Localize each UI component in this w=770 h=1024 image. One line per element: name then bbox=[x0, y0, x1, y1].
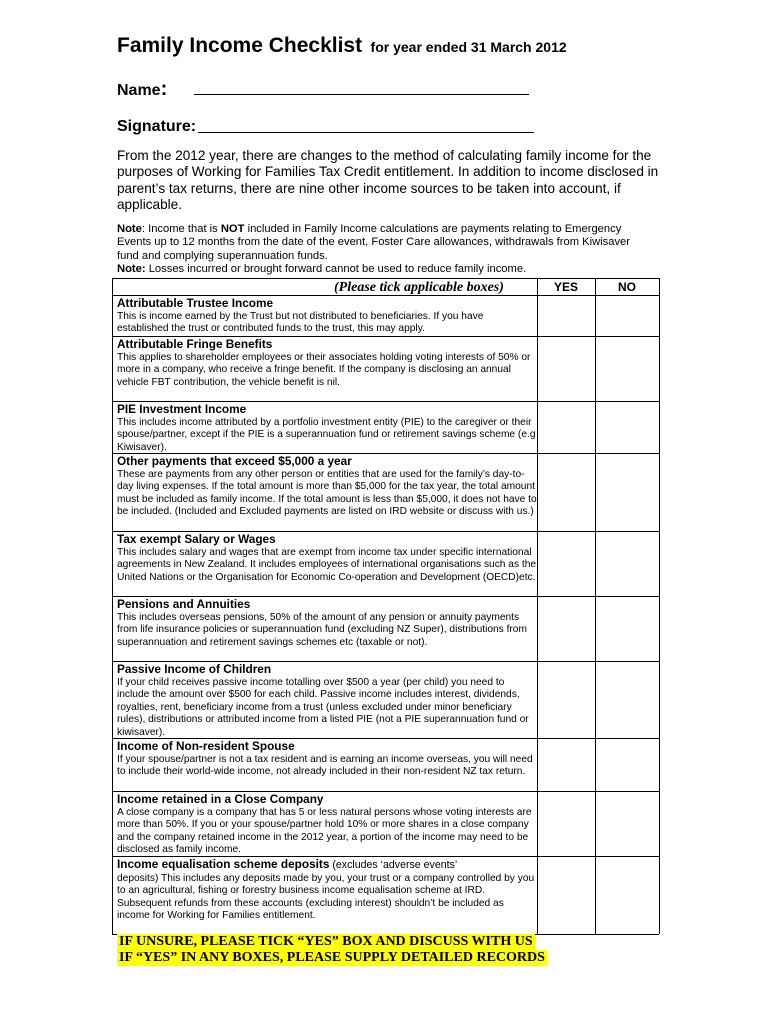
row-title bbox=[117, 663, 537, 677]
signature-field[interactable] bbox=[198, 132, 534, 133]
no-checkbox[interactable] bbox=[595, 295, 659, 336]
row-description: A close company is a company that has 5 or less natural persons whose voting interests are more than 50%. If you or your spouse/partner hold 10% or more shares in a close company and the company retained income in the 2012 year, a portion of the income may need to be disclosed as family income. bbox=[117, 806, 532, 855]
yes-checkbox[interactable] bbox=[537, 453, 595, 531]
checklist-row bbox=[112, 295, 537, 336]
row-description: If your spouse/partner is not a tax resident and is earning an income overseas, you will need to include their world-wide income, not already included in their non-resident NZ tax return. bbox=[117, 753, 533, 777]
row-title bbox=[117, 858, 537, 873]
checklist-row bbox=[112, 856, 537, 934]
checklist-row bbox=[112, 738, 537, 791]
row-title-text: Income of Non-resident Spouse bbox=[117, 739, 295, 753]
no-checkbox[interactable] bbox=[595, 661, 659, 738]
row-title bbox=[117, 338, 537, 352]
checklist-row bbox=[112, 453, 537, 531]
table-top-border bbox=[112, 278, 659, 279]
checklist-row bbox=[112, 791, 537, 856]
row-title bbox=[117, 598, 537, 612]
no-checkbox[interactable] bbox=[595, 791, 659, 856]
yes-checkbox[interactable] bbox=[537, 336, 595, 401]
checklist-row bbox=[112, 401, 537, 453]
checklist-row bbox=[112, 596, 537, 661]
no-checkbox[interactable] bbox=[595, 531, 659, 596]
name-label-text: Name bbox=[117, 82, 161, 99]
checklist-row bbox=[112, 531, 537, 596]
yes-checkbox[interactable] bbox=[537, 738, 595, 791]
note1-pre: : Income that is bbox=[141, 223, 221, 235]
row-description: If your child receives passive income totalling over $500 a year (per child) you need to include the amount over $500 for each child. Passive income includes interest, dividends, royalties, rent, beneficiary income from a trust (unless excluded under minor beneficiary rules), distributions or attributed income from a listed PIE (not a PIE superannuation fund or kiwisaver). bbox=[117, 676, 529, 738]
note2-text: Losses incurred or brought forward cannot be used to reduce family income. bbox=[145, 263, 527, 276]
note1-label: Note bbox=[117, 223, 142, 235]
no-checkbox[interactable] bbox=[595, 596, 659, 661]
row-title-text: Attributable Fringe Benefits bbox=[117, 337, 273, 351]
row-description: deposits) This includes any deposits made by you, your trust or a company controlled by you to an agricultural, fishing or forestry business income equalisation scheme at IRD. Subsequent refunds from these accounts (excluding interest) shouldn’t be included as income for Working for Families entitlement. bbox=[117, 872, 535, 921]
no-checkbox[interactable] bbox=[595, 738, 659, 791]
table-right-border bbox=[659, 278, 660, 934]
row-title bbox=[117, 533, 537, 547]
footer-unsure-notice: IF UNSURE, PLEASE TICK “YES” BOX AND DISCUSS WITH US bbox=[119, 934, 533, 949]
note-emergency bbox=[117, 223, 647, 263]
row-description: These are payments from any other person or entities that are used for the family’s day-to-day living expenses. If the total amount is more than $5,000 for the tax year, the total amount must be included as family income. If the total amount is less than $5,000, it does not have to be included. (Included and Excluded payments are listed on IRD website or discuss with us.) bbox=[117, 468, 537, 517]
yes-checkbox[interactable] bbox=[537, 791, 595, 856]
row-title bbox=[117, 740, 537, 754]
row-title-text: Tax exempt Salary or Wages bbox=[117, 532, 276, 546]
row-title bbox=[117, 297, 537, 311]
notes-block bbox=[117, 223, 647, 277]
tick-instruction: (Please tick applicable boxes) bbox=[334, 280, 504, 295]
signature-label: Signature: bbox=[117, 118, 197, 135]
row-title-text: Pensions and Annuities bbox=[117, 597, 251, 611]
no-checkbox[interactable] bbox=[595, 856, 659, 934]
note1-not: NOT bbox=[220, 223, 245, 235]
footer-records-notice: IF “YES” IN ANY BOXES, PLEASE SUPPLY DETAILED RECORDS bbox=[119, 950, 545, 965]
row-description: This is income earned by the Trust but not distributed to beneficiaries. If you have established the trust or contributed funds to the trust, this may apply. bbox=[117, 310, 484, 334]
row-title-text: Passive Income of Children bbox=[117, 662, 272, 676]
row-title bbox=[117, 403, 537, 417]
checklist-row bbox=[112, 336, 537, 401]
title-main: Family Income Checklist bbox=[117, 34, 363, 57]
row-description: This includes salary and wages that are exempt from income tax under specific international agreements in New Zealand. It includes employees of international organisations such as the United Nations or the Organisation for Economic Co-operation and Development (OECD)etc. bbox=[117, 546, 537, 583]
intro-paragraph: From the 2012 year, there are changes to the method of calculating family income for the purposes of Working for Families Tax Credit entitlement. In addition to income disclosed in parent’s tax returns, there are nine other income sources to be taken into account, if applicable. bbox=[117, 148, 659, 212]
no-column-header: NO bbox=[618, 280, 636, 294]
row-description: This applies to shareholder employees or their associates holding voting interests of 50% or more in a company, who receive a fringe benefit. If the company is disclosing an annual vehicle FBT contribution, the vehicle benefit is nil. bbox=[117, 351, 531, 388]
note-losses bbox=[117, 263, 647, 276]
no-checkbox[interactable] bbox=[595, 453, 659, 531]
row-title-text: Other payments that exceed $5,000 a year bbox=[117, 454, 352, 468]
checklist-row bbox=[112, 661, 537, 738]
yes-checkbox[interactable] bbox=[537, 596, 595, 661]
row-title-text: Income retained in a Close Company bbox=[117, 792, 324, 806]
row-title bbox=[117, 793, 537, 807]
note1-post: included in Family Income calculations are payments relating to Emergency Events up to 12 months from the date of the event, Foster Care allowances, withdrawals from Kiwisaver fund and complying superannuation funds. bbox=[117, 223, 630, 262]
row-title-text: Attributable Trustee Income bbox=[117, 296, 274, 310]
yes-checkbox[interactable] bbox=[537, 661, 595, 738]
row-title-text: Income equalisation scheme deposits bbox=[117, 857, 330, 871]
row-description: This includes income attributed by a portfolio investment entity (PIE) to the caregiver or their spouse/partner, except if the PIE is a superannuation fund or retirement savings scheme (e.g Kiwisaver). bbox=[117, 416, 536, 453]
row-title bbox=[117, 455, 537, 469]
yes-checkbox[interactable] bbox=[537, 531, 595, 596]
row-description: This includes overseas pensions, 50% of the amount of any pension or annuity payments from life insurance policies or superannuation fund (excluding NZ Super), distributions from superannuation and retirement savings schemes etc (taxable or not). bbox=[117, 611, 527, 648]
no-checkbox[interactable] bbox=[595, 401, 659, 453]
yes-checkbox[interactable] bbox=[537, 295, 595, 336]
note2-label: Note: bbox=[117, 263, 146, 276]
row-title-text: PIE Investment Income bbox=[117, 402, 247, 416]
name-field[interactable] bbox=[194, 94, 529, 95]
name-label bbox=[117, 78, 167, 101]
name-label-colon: : bbox=[160, 78, 168, 100]
no-checkbox[interactable] bbox=[595, 336, 659, 401]
row-title-extra: (excludes ‘adverse events’ bbox=[329, 859, 458, 871]
yes-column-header: YES bbox=[553, 280, 578, 294]
yes-checkbox[interactable] bbox=[537, 401, 595, 453]
yes-checkbox[interactable] bbox=[537, 856, 595, 934]
page-title bbox=[117, 34, 567, 58]
title-subtitle: for year ended 31 March 2012 bbox=[370, 39, 567, 55]
